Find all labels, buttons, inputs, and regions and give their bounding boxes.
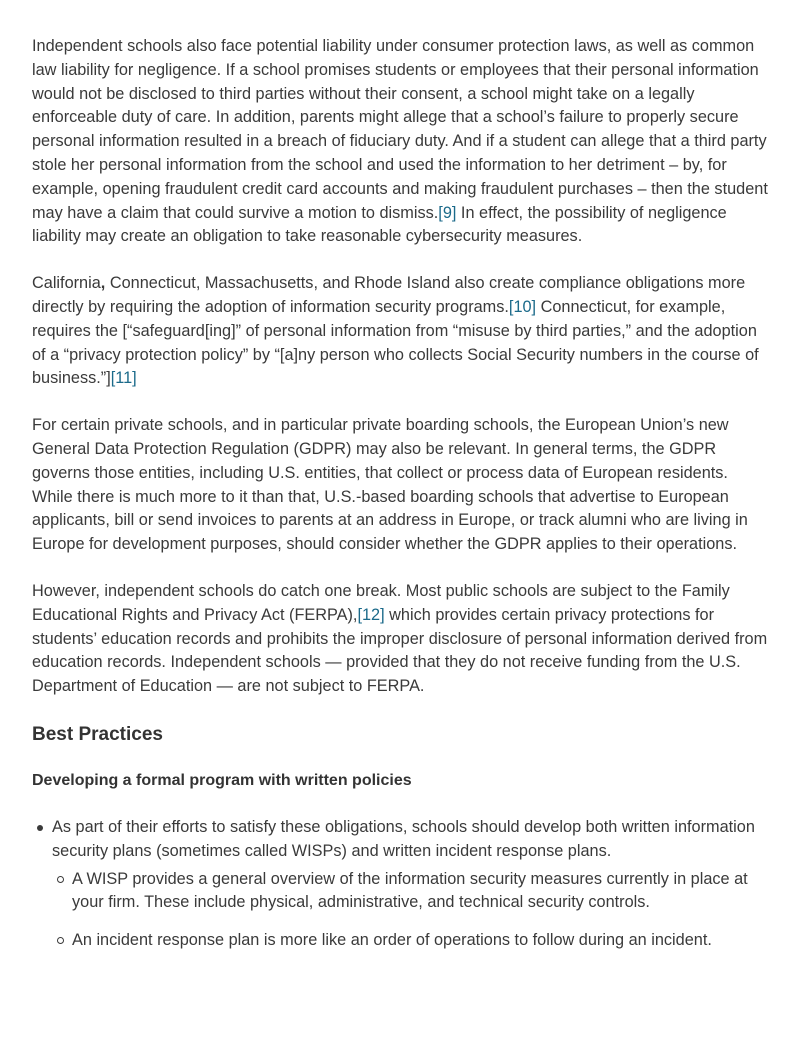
section-heading: Best Practices xyxy=(32,723,163,745)
paragraph-text: For certain private schools, and in particular private boarding schools, the European Union’s new General Data Protection Regulation (GDPR) may also be relevant. In general terms, the GDPR governs those entities, including U.S. entities, that collect or process data of European residents. While there is much more to it than that, U.S.-based boarding schools that advertise to European applicants, bill or send invoices to parents at an address in Europe, or track alumni who are living in Europe for development purposes, should consider whether the GDPR applies to their operations. xyxy=(32,416,748,554)
paragraph-negligence xyxy=(32,35,772,249)
footnote-link-12[interactable]: [12] xyxy=(357,605,385,624)
paragraph-text: In effect, the possibility of negligence liability may create an obligation to take reasonable cybersecurity measures. xyxy=(32,203,727,246)
footnote-link-9[interactable]: [9] xyxy=(438,203,457,222)
footnote-link-11[interactable]: [11] xyxy=(110,369,137,388)
sub-list-item-text: A WISP provides a general overview of the information security measures currently in place at your firm. These include physical, administrative, and technical security controls. xyxy=(72,869,748,912)
list-item-text: As part of their efforts to satisfy these obligations, schools should develop both written information security plans (sometimes called WISPs) and written incident response plans. xyxy=(52,817,755,860)
bullet-icon xyxy=(37,825,43,831)
paragraph-state-laws xyxy=(32,272,772,391)
circle-bullet-icon xyxy=(57,937,64,944)
paragraph-text: Connecticut, Massachusetts, and Rhode Island also create compliance obligations more directly by requiring the adoption of information security programs. xyxy=(32,274,746,316)
paragraph-ferpa xyxy=(32,580,772,699)
sub-list-item-text: An incident response plan is more like an order of operations to follow during an incident. xyxy=(72,931,712,950)
article-body xyxy=(32,35,772,967)
paragraph-text: Connecticut, for example, requires the [“safeguard[ing]” of personal information from “misuse by third parties,” and the adoption of a “privacy protection policy” by “[a]ny person who collects Social Security numbers in the course of business.”] xyxy=(32,297,759,388)
paragraph-text: which provides certain privacy protections for students’ education records and prohibits the improper disclosure of personal information derived from education records. Independent schools — provided that they do not receive funding from the U.S. Department of Education — are not subject to FERPA. xyxy=(32,605,768,696)
sub-list-item xyxy=(72,929,772,953)
circle-bullet-icon xyxy=(57,876,64,883)
paragraph-text: However, independent schools do catch one break. Most public schools are subject to the Family Educational Rights and Privacy Act (FERPA), xyxy=(32,581,730,624)
subsection-heading: Developing a formal program with written policies xyxy=(32,771,412,789)
paragraph-gdpr xyxy=(32,414,772,557)
footnote-link-10[interactable]: [10] xyxy=(508,297,537,316)
bullet-list xyxy=(32,816,772,953)
sub-bullet-list xyxy=(52,868,772,953)
paragraph-text: Independent schools also face potential liability under consumer protection laws, as well as common law liability for negligence. If a school promises students or employees that their personal information would not be disclosed to third parties without their consent, a school might take on a legally enforceable duty of care. In addition, parents might allege that a school’s failure to properly secure personal information resulted in a breach of fiduciary duty. And if a student can allege that a third party stole her personal information from the school and used the information to her detriment – by, for example, opening fraudulent credit card accounts and making fraudulent purchases – then the student may have a claim that could survive a motion to dismiss. xyxy=(32,37,768,222)
paragraph-text: California xyxy=(32,274,101,293)
bold-comma: , xyxy=(100,274,106,293)
sub-list-item xyxy=(72,868,772,916)
list-item xyxy=(52,816,772,953)
